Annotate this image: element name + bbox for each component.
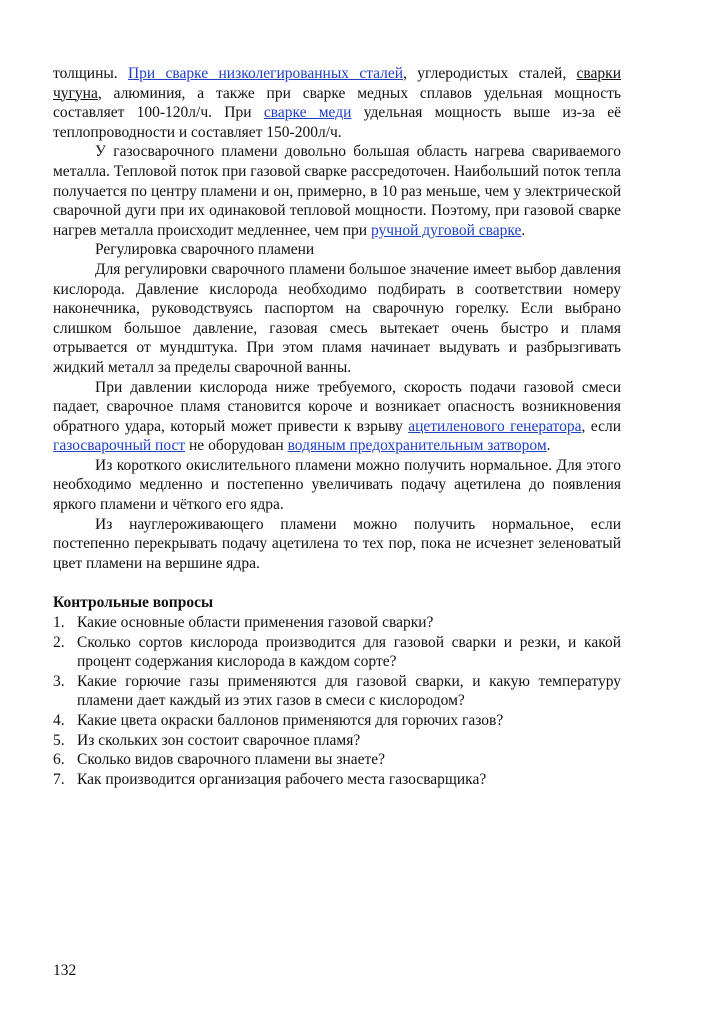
page-number: 132 [53,962,77,979]
list-number: 7. [53,770,65,788]
list-item [53,672,621,711]
list-text: Как производится организация рабочего места газосварщика? [77,770,487,788]
questions-heading: Контрольные вопросы [53,594,214,612]
link-cast-iron-welding[interactable]: сварки чугуна [53,65,621,102]
list-text: Какие горючие газы применяются для газовой сварки, и какую температуру пламени дает каждый из этих газов в смеси с кислородом? [77,672,621,710]
list-number: 2. [53,633,65,651]
list-number: 4. [53,712,65,729]
text-run: . [546,437,551,455]
link-low-alloy-steel-welding[interactable]: При сварке низколегированных сталей [127,65,404,82]
subheading-flame-regulation: Регулировка сварочного пламени [95,241,315,259]
list-item [53,750,621,770]
text-run: не оборудован [185,437,288,455]
text-run: удельная мощность выше из-за её теплопроводности и составляет 150-200л/ч. [53,104,621,141]
paragraph-4 [53,378,621,456]
link-acetylene-generator[interactable]: ацетиленового генератора [408,417,582,435]
list-item [53,711,621,731]
paragraph-5: Из короткого окислительного пламени можно получить нормальное. Для этого необходимо медленно и постепенно увеличивать подачу ацетилена до появления яркого пламени и чёткого его ядра. [53,456,621,514]
paragraph-6: Из науглероживающего пламени можно получить нормальное, если постепенно перекрывать подачу ацетилена то тех пор, пока не исчезнет зеленоватый цвет пламени на вершине ядра. [53,515,621,572]
text-run: , алюминия, а также при сварке медных сплавов удельная мощность составляет 100-120л/ч. При [53,84,621,122]
list-item [53,613,621,633]
paragraph-1 [53,64,621,142]
page-content [53,64,621,789]
list-text: Какие цвета окраски баллонов применяются для горючих газов? [77,712,504,729]
text-run: . [521,221,526,239]
link-water-safety-valve[interactable]: водяным предохранительным затвором [287,437,547,455]
list-text: Сколько видов сварочного пламени вы знаете? [77,751,386,769]
text-run: У газосварочного пламени довольно большая область нагрева свариваемого металла. Тепловой поток при газовой сварке рассредоточен. Наибольший поток тепла получается по центру пламени и он, примерно, в 10 раз меньше, чем у электрической сварочной дуги при их одинаковой тепловой мощности. Поэтому, при газовой сварке нагрев металла происходит медленнее, чем при [53,143,621,239]
link-gas-welding-station[interactable]: газосварочный пост [53,437,186,455]
paragraph-3: Для регулировки сварочного пламени большое значение имеет выбор давления кислорода. Давление кислорода необходимо подбирать в соответствии номеру наконечника, руководствуясь паспортом на сварочную горелку. Если выбрано слишком большое давление, газовая смесь вытекает очень быстро и пламя отрывается от мундштука. При этом пламя начинает выдувать и разбрызгивать жидкий металл за пределы сварочной ванны. [53,260,621,376]
list-number: 3. [53,672,65,690]
list-number: 6. [53,751,65,769]
paragraph-2 [53,142,621,240]
list-text: Какие основные области применения газовой сварки? [77,614,434,632]
list-item [53,731,621,751]
text-run: , если [581,417,621,435]
list-number: 5. [53,731,65,749]
text-run: , углеродистых сталей, [403,65,577,82]
list-text: Из скольких зон состоит сварочное пламя? [77,731,361,749]
text-run: При давлении кислорода ниже требуемого, скорость подачи газовой смеси падает, сварочное пламя становится короче и возникает опасность возникновения обратного удара, который может привести к взрыву [53,378,621,435]
list-item [53,770,621,790]
link-copper-welding[interactable]: сварке меди [263,104,352,122]
text-run: толщины. [53,65,128,82]
list-number: 1. [53,614,65,632]
list-text: Сколько сортов кислорода производится для газовой сварки и резки, и какой процент содержания кислорода в каждом сорте? [77,633,621,671]
list-item [53,633,621,672]
questions-list [53,613,621,789]
link-manual-arc-welding[interactable]: ручной дуговой сварке [370,221,522,239]
